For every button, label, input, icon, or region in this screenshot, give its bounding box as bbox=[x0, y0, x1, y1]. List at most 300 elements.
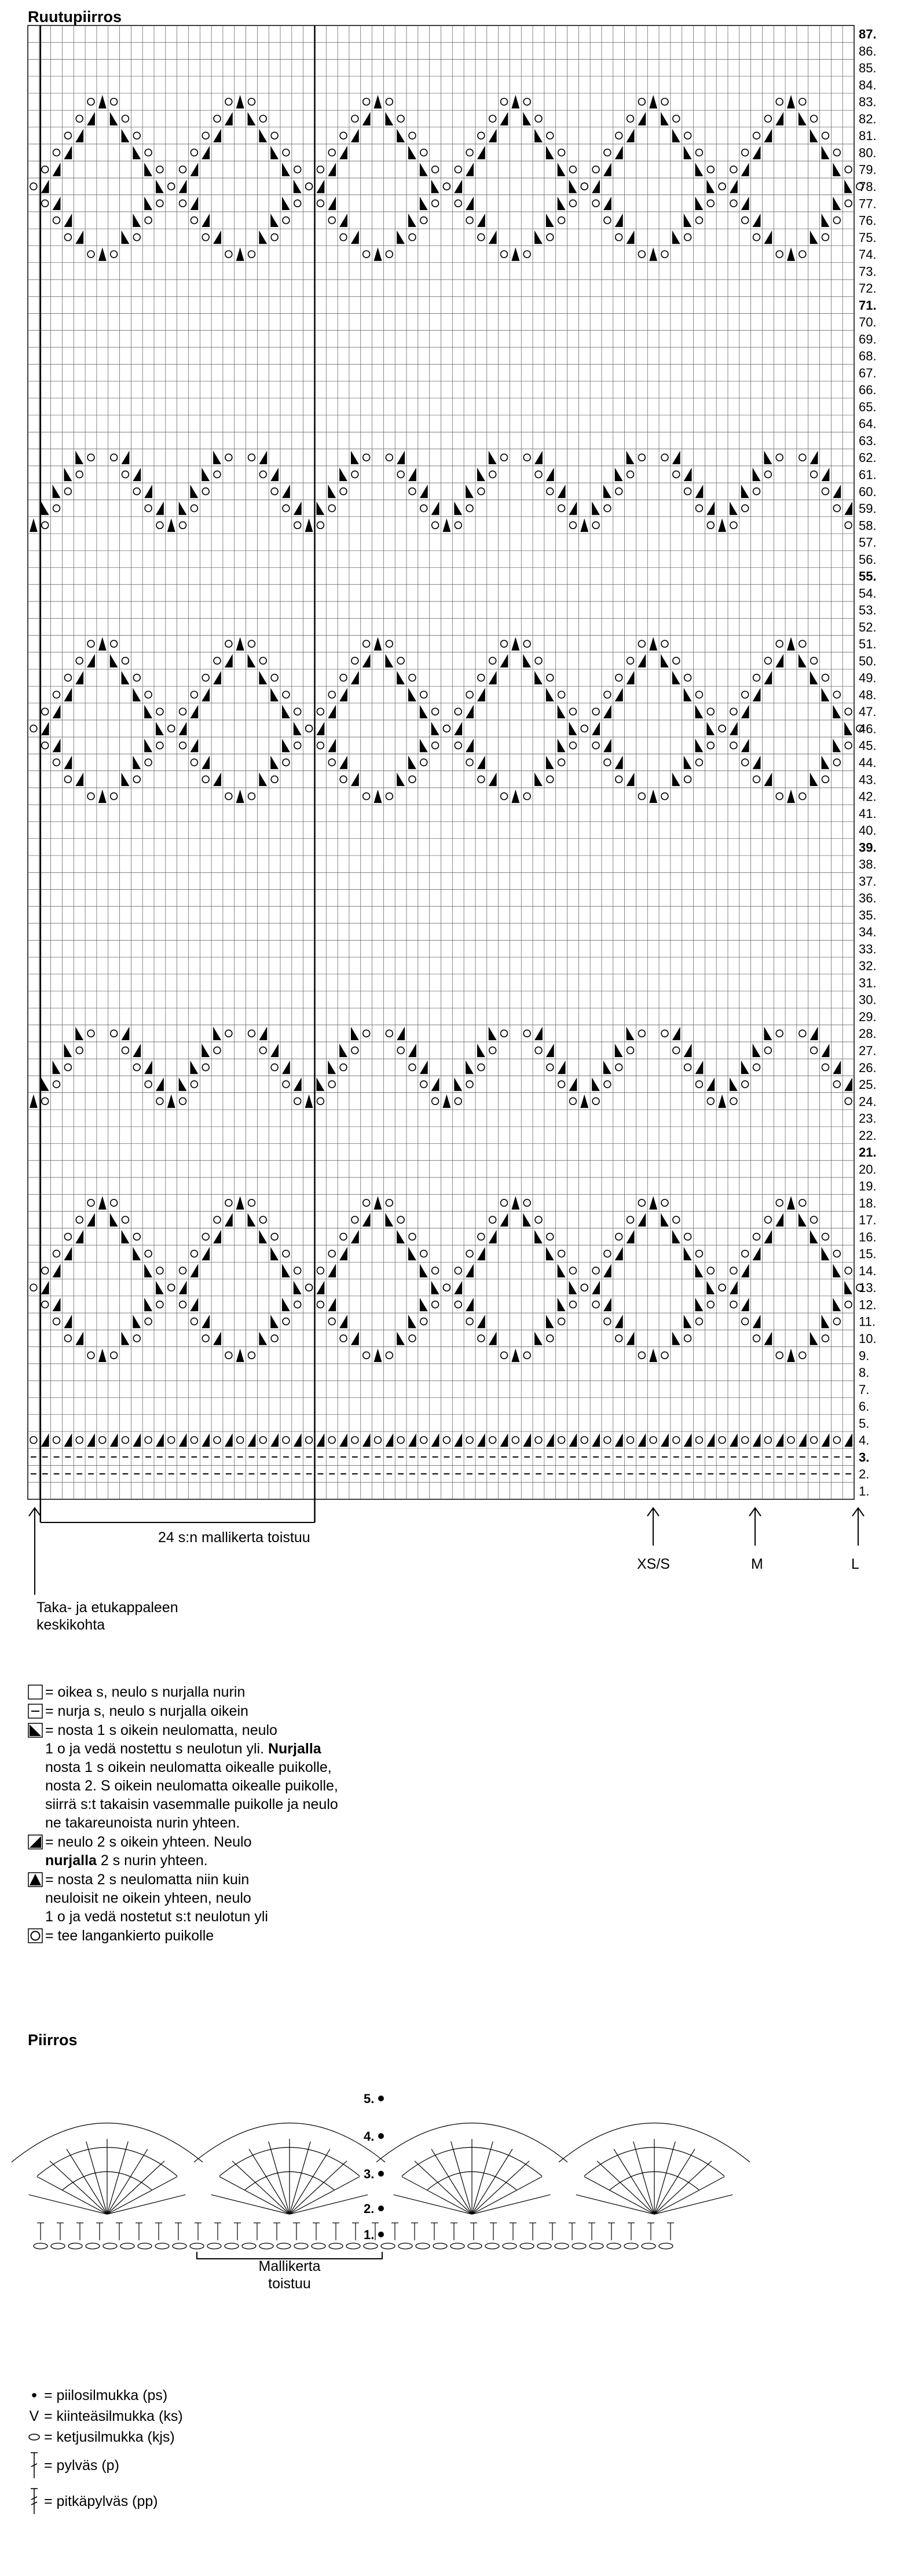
yarn-over-symbol bbox=[294, 522, 301, 529]
yarn-over-symbol bbox=[684, 234, 691, 241]
yarn-over-symbol bbox=[719, 1284, 726, 1291]
yarn-over-symbol bbox=[695, 1081, 702, 1088]
row-number: 40. bbox=[859, 823, 877, 838]
yarn-over-symbol bbox=[592, 708, 599, 715]
yarn-over-symbol bbox=[616, 1064, 622, 1071]
chain-stitch bbox=[520, 2243, 534, 2249]
yarn-over-symbol bbox=[202, 1064, 209, 1071]
yarn-over-symbol bbox=[328, 1318, 335, 1325]
yarn-over-symbol bbox=[523, 251, 530, 258]
yarn-over-symbol bbox=[432, 522, 439, 529]
yarn-over-symbol bbox=[180, 708, 186, 715]
yarn-over-symbol bbox=[432, 708, 439, 715]
yarn-over-symbol bbox=[283, 1081, 290, 1088]
yarn-over-symbol bbox=[317, 1301, 324, 1308]
row-number: 49. bbox=[859, 670, 877, 685]
yarn-over-symbol bbox=[489, 471, 496, 478]
yarn-over-symbol bbox=[833, 759, 840, 766]
yarn-over-symbol bbox=[535, 1047, 542, 1054]
yarn-over-symbol bbox=[501, 98, 508, 105]
yarn-over-symbol bbox=[845, 742, 852, 749]
yarn-over-symbol bbox=[168, 183, 175, 190]
yarn-over-symbol bbox=[822, 1233, 829, 1240]
yarn-over-symbol bbox=[420, 217, 427, 224]
yarn-over-symbol bbox=[340, 1233, 347, 1240]
fan-spoke bbox=[654, 2149, 695, 2214]
yarn-over-symbol bbox=[99, 1437, 106, 1444]
fan-spoke bbox=[211, 2195, 290, 2214]
yarn-over-symbol bbox=[283, 759, 290, 766]
yarn-over-symbol bbox=[638, 98, 645, 105]
row-number: 64. bbox=[859, 416, 877, 431]
size-marker-l: L bbox=[851, 1556, 859, 1572]
legend-item-skp: = nosta 1 s oikein neulomatta, neulo 1 o ja vedä nostettu s neulotun yli. Nurjalla nosta 1 s oikein neulomatta oikealle puikolle, nosta 2. S oikein neulomatta oikealle puikolle, siirrä s:t takaisin vasemmalle puikolle ja neulo ne takareunoista nurin yhteen. bbox=[28, 1721, 338, 1832]
yarn-over-symbol bbox=[76, 1216, 83, 1223]
yarn-over-symbol bbox=[409, 234, 416, 241]
chain-stitch bbox=[207, 2243, 221, 2249]
legend-single-crochet: V = kiinteäsilmukka (ks) bbox=[28, 2406, 183, 2427]
row-number: 12. bbox=[859, 1297, 877, 1312]
yarn-over-symbol bbox=[248, 793, 255, 800]
row-number: 21. bbox=[859, 1145, 877, 1160]
yarn-over-symbol bbox=[111, 640, 118, 647]
yarn-over-symbol bbox=[409, 1335, 416, 1342]
row-number: 67. bbox=[859, 365, 877, 380]
size-marker-m: M bbox=[751, 1556, 763, 1572]
fan-spoke bbox=[290, 2161, 347, 2214]
yarn-over-symbol bbox=[214, 1437, 221, 1444]
yarn-over-symbol bbox=[409, 488, 416, 495]
row-number: 37. bbox=[859, 874, 877, 889]
yarn-over-symbol bbox=[259, 471, 266, 478]
yarn-over-symbol bbox=[616, 488, 622, 495]
row-number: 25. bbox=[859, 1077, 877, 1092]
chain-stitch bbox=[225, 2243, 239, 2249]
yarn-over-symbol bbox=[87, 454, 94, 461]
yarn-over-symbol bbox=[351, 471, 358, 478]
yarn-over-symbol bbox=[604, 1081, 611, 1088]
yarn-over-symbol bbox=[386, 454, 393, 461]
yarn-over-symbol bbox=[501, 1352, 508, 1359]
yarn-over-symbol bbox=[604, 1318, 611, 1325]
yarn-over-symbol bbox=[363, 98, 370, 105]
yarn-over-symbol bbox=[420, 1250, 427, 1257]
yarn-over-symbol bbox=[409, 674, 416, 681]
yarn-over-symbol bbox=[466, 759, 473, 766]
yarn-over-symbol bbox=[833, 1318, 840, 1325]
chain-stitch bbox=[346, 2243, 360, 2249]
yarn-over-symbol bbox=[627, 1047, 634, 1054]
yarn-over-symbol bbox=[707, 200, 714, 207]
chain-stitch bbox=[86, 2243, 100, 2249]
row-number: 84. bbox=[859, 78, 877, 93]
yarn-over-symbol bbox=[30, 1284, 37, 1291]
yarn-over-symbol bbox=[799, 454, 806, 461]
chain-stitch bbox=[398, 2243, 412, 2249]
yarn-over-symbol bbox=[811, 1437, 818, 1444]
yarn-over-symbol bbox=[845, 1267, 852, 1274]
chain-stitch bbox=[294, 2243, 308, 2249]
dc-icon bbox=[28, 2451, 41, 2480]
yarn-over-symbol bbox=[248, 251, 255, 258]
yarn-over-symbol bbox=[133, 234, 140, 241]
slip-dot bbox=[378, 2206, 384, 2211]
fan-spoke bbox=[472, 2195, 550, 2214]
yarn-over-symbol bbox=[156, 1267, 163, 1274]
yarn-over-symbol bbox=[271, 776, 278, 783]
yarn-over-symbol bbox=[833, 1081, 840, 1088]
yarn-over-symbol bbox=[569, 1267, 576, 1274]
legend-item-knit: = oikea s, neulo s nurjalla nurin bbox=[28, 1683, 338, 1701]
row-number: 58. bbox=[859, 518, 877, 533]
chain-stitch bbox=[312, 2243, 325, 2249]
yarn-over-symbol bbox=[180, 1098, 186, 1104]
empty-square-icon bbox=[28, 1685, 43, 1700]
fan-spoke bbox=[269, 2141, 290, 2214]
row-number: 69. bbox=[859, 332, 877, 347]
yarn-over-symbol bbox=[638, 1352, 645, 1359]
row-number: 74. bbox=[859, 247, 877, 262]
yarn-over-symbol bbox=[684, 488, 691, 495]
yarn-over-symbol bbox=[764, 1047, 771, 1054]
yarn-over-symbol bbox=[180, 1301, 186, 1308]
yarn-over-symbol bbox=[707, 708, 714, 715]
yarn-over-symbol bbox=[53, 149, 60, 156]
fan-spoke bbox=[290, 2177, 360, 2214]
yarn-over-symbol bbox=[558, 759, 565, 766]
yarn-over-symbol bbox=[547, 132, 554, 139]
chain-stitch bbox=[155, 2243, 169, 2249]
yarn-over-symbol bbox=[776, 98, 783, 105]
row-number: 30. bbox=[859, 992, 877, 1007]
yarn-over-symbol bbox=[180, 742, 186, 749]
yarn-over-symbol bbox=[558, 1318, 565, 1325]
yarn-over-symbol bbox=[420, 691, 427, 698]
yarn-over-symbol bbox=[283, 149, 290, 156]
yarn-over-symbol bbox=[845, 1098, 852, 1104]
yarn-over-symbol bbox=[592, 1267, 599, 1274]
yarn-over-symbol bbox=[811, 657, 818, 664]
yarn-over-symbol bbox=[730, 708, 737, 715]
yarn-over-symbol bbox=[673, 1437, 680, 1444]
yarn-over-symbol bbox=[719, 183, 726, 190]
yarn-over-symbol bbox=[604, 691, 611, 698]
yarn-over-symbol bbox=[248, 640, 255, 647]
yarn-over-symbol bbox=[616, 234, 622, 241]
legend-item-k2tog: = neulo 2 s oikein yhteen. Neulo nurjalla 2 s nurin yhteen. bbox=[28, 1833, 338, 1870]
fan-spoke bbox=[472, 2161, 529, 2214]
row-number: 39. bbox=[859, 840, 877, 855]
fan-spoke bbox=[431, 2149, 472, 2214]
chain-stitch bbox=[659, 2243, 673, 2249]
yarn-over-symbol bbox=[799, 640, 806, 647]
chain-stitch bbox=[537, 2243, 551, 2249]
yarn-over-symbol bbox=[569, 1098, 576, 1104]
yarn-over-symbol bbox=[340, 776, 347, 783]
fan-spoke bbox=[107, 2161, 164, 2214]
yarn-over-symbol bbox=[616, 1233, 622, 1240]
fan-spoke bbox=[451, 2141, 472, 2214]
row-number: 55. bbox=[859, 569, 877, 584]
fan-spoke bbox=[107, 2177, 177, 2214]
yarn-over-symbol bbox=[225, 98, 232, 105]
yarn-over-symbol bbox=[569, 200, 576, 207]
yarn-over-symbol bbox=[133, 1233, 140, 1240]
yarn-over-symbol bbox=[156, 522, 163, 529]
yarn-over-symbol bbox=[317, 1267, 324, 1274]
yarn-over-symbol bbox=[42, 742, 49, 749]
yarn-over-symbol bbox=[512, 1437, 519, 1444]
yarn-over-symbol bbox=[328, 149, 335, 156]
yarn-over-symbol bbox=[673, 115, 680, 122]
yarn-over-symbol bbox=[558, 149, 565, 156]
yarn-over-symbol bbox=[833, 217, 840, 224]
yarn-over-symbol bbox=[822, 488, 829, 495]
fan-spoke bbox=[584, 2177, 654, 2214]
yarn-over-symbol bbox=[156, 1301, 163, 1308]
yarn-over-symbol bbox=[386, 1352, 393, 1359]
row-number: 5. bbox=[859, 1416, 870, 1431]
row-number: 7. bbox=[859, 1382, 870, 1397]
yarn-over-symbol bbox=[351, 657, 358, 664]
row-number: 6. bbox=[859, 1399, 870, 1414]
chain-stitch bbox=[450, 2243, 464, 2249]
yarn-over-symbol bbox=[87, 98, 94, 105]
yarn-over-symbol bbox=[845, 200, 852, 207]
yarn-over-symbol bbox=[443, 1284, 450, 1291]
yarn-over-symbol bbox=[604, 759, 611, 766]
yarn-over-symbol bbox=[742, 1318, 749, 1325]
yarn-over-symbol bbox=[294, 1267, 301, 1274]
yarn-over-symbol bbox=[661, 1199, 668, 1206]
yarn-over-symbol bbox=[271, 132, 278, 139]
yarn-over-symbol bbox=[489, 115, 496, 122]
yarn-over-symbol bbox=[409, 776, 416, 783]
yarn-over-symbol bbox=[742, 505, 749, 512]
yarn-over-symbol bbox=[673, 657, 680, 664]
yarn-over-symbol bbox=[317, 166, 324, 173]
row-number: 33. bbox=[859, 941, 877, 956]
yarn-over-symbol bbox=[283, 217, 290, 224]
yarn-over-symbol bbox=[225, 1030, 232, 1037]
yarn-over-symbol bbox=[87, 1199, 94, 1206]
yarn-over-symbol bbox=[742, 1250, 749, 1257]
yarn-over-symbol bbox=[64, 1233, 71, 1240]
chain-stitch bbox=[364, 2243, 378, 2249]
yarn-over-symbol bbox=[753, 488, 760, 495]
yarn-over-symbol bbox=[478, 776, 485, 783]
symbol-legend bbox=[28, 1683, 338, 1946]
yarn-over-symbol bbox=[695, 217, 702, 224]
yarn-over-symbol bbox=[76, 471, 83, 478]
yarn-over-symbol bbox=[214, 115, 221, 122]
yarn-over-symbol bbox=[822, 1335, 829, 1342]
yarn-over-symbol bbox=[684, 1064, 691, 1071]
yarn-over-symbol bbox=[592, 1301, 599, 1308]
yarn-over-symbol bbox=[283, 505, 290, 512]
row-number: 85. bbox=[859, 61, 877, 76]
yarn-over-symbol bbox=[87, 1030, 94, 1037]
fan-spoke bbox=[107, 2141, 128, 2214]
yarn-over-symbol bbox=[799, 793, 806, 800]
yarn-over-symbol bbox=[569, 742, 576, 749]
chain-stitch bbox=[468, 2243, 482, 2249]
yarn-over-symbol bbox=[363, 793, 370, 800]
yarn-over-symbol bbox=[42, 166, 49, 173]
fan-spoke bbox=[29, 2195, 107, 2214]
yarn-over-symbol bbox=[616, 674, 622, 681]
yarn-over-symbol bbox=[363, 1352, 370, 1359]
yarn-over-symbol bbox=[478, 1064, 485, 1071]
chain-stitch bbox=[416, 2243, 430, 2249]
yarn-over-symbol bbox=[799, 1199, 806, 1206]
yarn-over-symbol bbox=[501, 454, 508, 461]
yarn-over-symbol bbox=[363, 1030, 370, 1037]
yarn-over-symbol bbox=[30, 183, 37, 190]
yarn-over-symbol bbox=[822, 132, 829, 139]
yarn-over-symbol bbox=[443, 183, 450, 190]
yarn-over-symbol bbox=[523, 640, 530, 647]
yarn-over-symbol bbox=[111, 793, 118, 800]
yarn-over-symbol bbox=[145, 217, 152, 224]
yarn-over-symbol bbox=[523, 1352, 530, 1359]
yarn-over-symbol bbox=[466, 1081, 473, 1088]
yarn-over-symbol bbox=[386, 793, 393, 800]
yarn-over-symbol bbox=[248, 454, 255, 461]
yarn-over-symbol bbox=[202, 776, 209, 783]
yarn-over-symbol bbox=[478, 234, 485, 241]
yarn-over-symbol bbox=[673, 1216, 680, 1223]
yarn-over-symbol bbox=[523, 793, 530, 800]
yarn-over-symbol bbox=[501, 1030, 508, 1037]
row-number: 48. bbox=[859, 687, 877, 702]
yarn-over-symbol bbox=[638, 1199, 645, 1206]
yarn-over-symbol bbox=[730, 522, 737, 529]
yarn-over-symbol bbox=[156, 200, 163, 207]
fan-spoke bbox=[107, 2195, 185, 2214]
row-number: 50. bbox=[859, 654, 877, 669]
yarn-over-symbol bbox=[661, 98, 668, 105]
yarn-over-symbol bbox=[202, 674, 209, 681]
chain-stitch bbox=[572, 2243, 586, 2249]
yarn-over-symbol bbox=[707, 742, 714, 749]
chain-stitch bbox=[589, 2243, 603, 2249]
yarn-over-symbol bbox=[638, 454, 645, 461]
yarn-over-symbol bbox=[432, 1301, 439, 1308]
legend-item-purl: = nurja s, neulo s nurjalla oikein bbox=[28, 1702, 338, 1720]
yarn-over-symbol bbox=[558, 217, 565, 224]
yarn-over-symbol bbox=[592, 200, 599, 207]
fan-spoke bbox=[472, 2141, 493, 2214]
yarn-over-symbol bbox=[616, 776, 622, 783]
row-number: 53. bbox=[859, 603, 877, 618]
row-number: 8. bbox=[859, 1365, 870, 1380]
yarn-over-symbol bbox=[478, 674, 485, 681]
yarn-over-symbol bbox=[420, 149, 427, 156]
yarn-over-symbol bbox=[328, 759, 335, 766]
yarn-over-symbol bbox=[776, 1030, 783, 1037]
yarn-over-symbol bbox=[558, 1250, 565, 1257]
yarn-over-symbol bbox=[650, 1437, 657, 1444]
yarn-over-symbol bbox=[87, 793, 94, 800]
yarn-over-symbol bbox=[191, 217, 197, 224]
yarn-over-symbol bbox=[271, 674, 278, 681]
yarn-over-symbol bbox=[133, 674, 140, 681]
fan-spoke bbox=[290, 2195, 368, 2214]
row-number: 14. bbox=[859, 1263, 877, 1278]
fan-spoke bbox=[107, 2149, 148, 2214]
yarn-over-symbol bbox=[638, 1030, 645, 1037]
yarn-over-symbol bbox=[569, 708, 576, 715]
row-number: 65. bbox=[859, 399, 877, 414]
row-number: 15. bbox=[859, 1246, 877, 1261]
yarn-over-symbol bbox=[661, 640, 668, 647]
yarn-over-symbol bbox=[707, 166, 714, 173]
yarn-over-symbol bbox=[145, 1081, 152, 1088]
yarn-over-symbol bbox=[317, 1098, 324, 1104]
yarn-over-symbol bbox=[122, 1047, 129, 1054]
yarn-over-symbol bbox=[294, 1098, 301, 1104]
yarn-over-symbol bbox=[225, 1199, 232, 1206]
row-number: 28. bbox=[859, 1026, 877, 1041]
row-number: 29. bbox=[859, 1009, 877, 1024]
yarn-over-symbol bbox=[420, 759, 427, 766]
yarn-over-symbol bbox=[145, 759, 152, 766]
yarn-over-symbol bbox=[489, 1437, 496, 1444]
yarn-over-symbol bbox=[111, 1352, 118, 1359]
yarn-over-symbol bbox=[523, 98, 530, 105]
yarn-over-symbol bbox=[719, 1437, 726, 1444]
yarn-over-symbol bbox=[87, 1352, 94, 1359]
yarn-over-symbol bbox=[684, 132, 691, 139]
yarn-over-symbol bbox=[833, 1437, 840, 1444]
fan-spoke bbox=[50, 2161, 107, 2214]
yarn-over-symbol bbox=[684, 674, 691, 681]
yarn-over-symbol bbox=[133, 1335, 140, 1342]
yarn-over-symbol bbox=[111, 251, 118, 258]
fan-spoke bbox=[67, 2149, 107, 2214]
yarn-over-symbol bbox=[638, 793, 645, 800]
yarn-over-symbol bbox=[363, 251, 370, 258]
right-triangle-square-icon bbox=[28, 1723, 43, 1738]
fan-spoke bbox=[290, 2141, 310, 2214]
yarn-over-symbol bbox=[799, 251, 806, 258]
yarn-over-symbol bbox=[455, 522, 462, 529]
yarn-over-symbol bbox=[111, 1030, 118, 1037]
round-label: 2. bbox=[364, 2201, 375, 2216]
chain-stitch bbox=[503, 2243, 517, 2249]
yarn-over-symbol bbox=[225, 251, 232, 258]
yarn-over-symbol bbox=[764, 1216, 771, 1223]
row-number: 10. bbox=[859, 1331, 877, 1346]
yarn-over-symbol bbox=[397, 115, 404, 122]
yarn-over-symbol bbox=[145, 1250, 152, 1257]
yarn-over-symbol bbox=[547, 1064, 554, 1071]
yarn-over-symbol bbox=[351, 1216, 358, 1223]
yarn-over-symbol bbox=[455, 166, 462, 173]
row-number: 36. bbox=[859, 891, 877, 906]
yarn-over-symbol bbox=[202, 1233, 209, 1240]
yarn-over-symbol bbox=[294, 166, 301, 173]
yarn-over-symbol bbox=[259, 657, 266, 664]
fan-spoke bbox=[654, 2177, 724, 2214]
yarn-over-symbol bbox=[306, 1437, 313, 1444]
yarn-over-symbol bbox=[351, 1437, 358, 1444]
yarn-over-symbol bbox=[673, 1047, 680, 1054]
yarn-over-symbol bbox=[271, 1064, 278, 1071]
dot-icon: • bbox=[31, 2386, 37, 2404]
yarn-over-symbol bbox=[53, 217, 60, 224]
